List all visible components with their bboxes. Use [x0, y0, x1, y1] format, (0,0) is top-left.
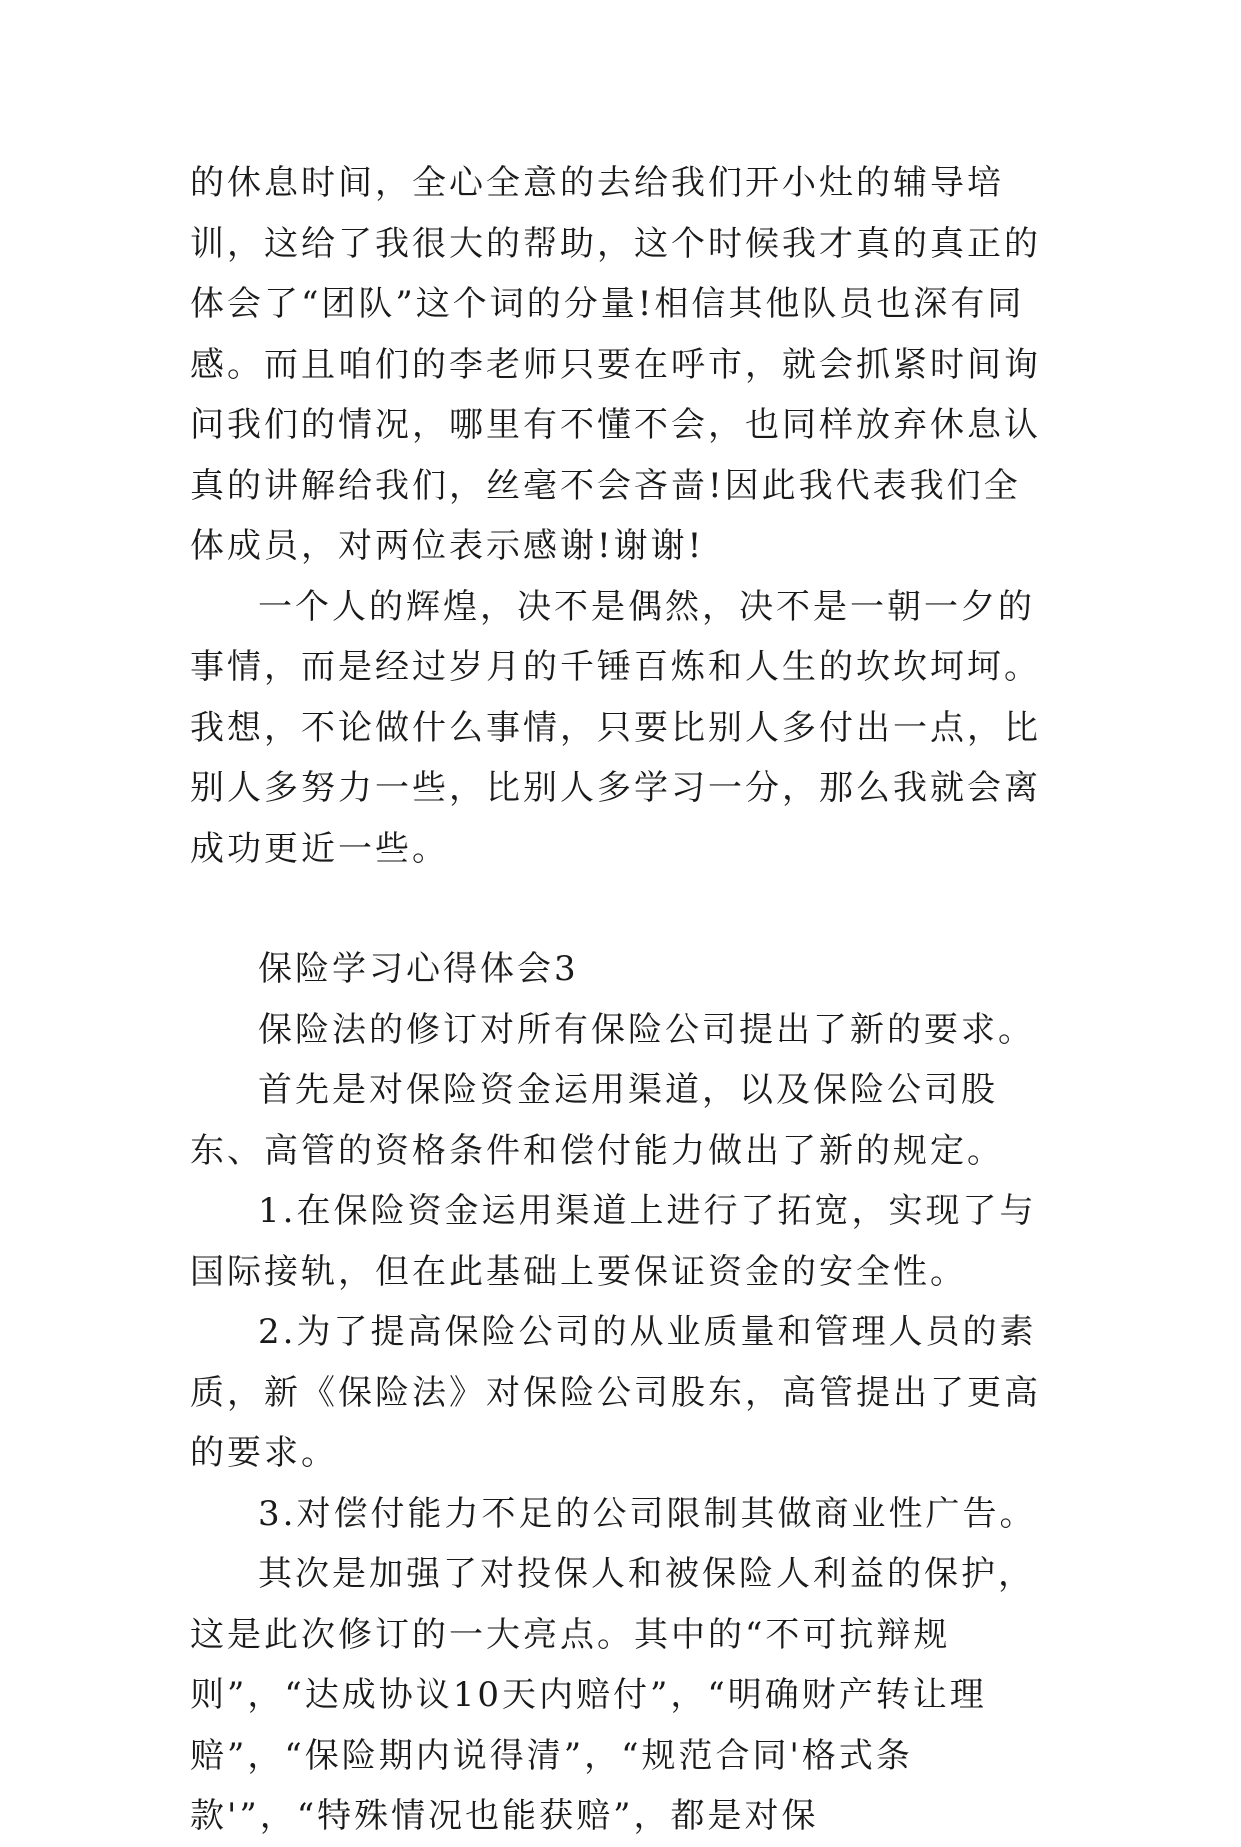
paragraph: 首先是对保险资金运用渠道，以及保险公司股东、高管的资格条件和偿付能力做出了新的规定。	[190, 1070, 1004, 1171]
paragraph: 保险法的修订对所有保险公司提出了新的要求。	[258, 1009, 1035, 1050]
list-item-1: 1.在保险资金运用渠道上进行了拓宽，实现了与国际接轨，但在此基础上要保证资金的安全性。	[190, 1191, 1037, 1292]
list-item-2: 2.为了提高保险公司的从业质量和管理人员的素质，新《保险法》对保险公司股东，高管提出了更高的要求。	[190, 1312, 1041, 1473]
paragraph: 其次是加强了对投保人和被保险人利益的保护，这是此次修订的一大亮点。其中的“不可抗辩规则”，“达成协议10天内赔付”，“明确财产转让理赔”，“保险期内说得清”，“规范合同'格式条款'”，“特殊情况也能获赔”，都是对保	[190, 1554, 1035, 1836]
section-gap	[190, 879, 1051, 939]
paragraph-continuation: 的休息时间，全心全意的去给我们开小灶的辅导培训，这给了我很大的帮助，这个时候我才真的真正的体会了“团队”这个词的分量!相信其他队员也深有同感。而且咱们的李老师只要在呼市，就会抓紧时间询问我们的情况，哪里有不懂不会，也同样放弃休息认真的讲解给我们，丝毫不会吝啬!因此我代表我们全体成员，对两位表示感谢!谢谢!	[190, 163, 1041, 566]
section-title: 保险学习心得体会3	[258, 949, 579, 989]
document-body	[190, 153, 1051, 1847]
list-item-3: 3.对偿付能力不足的公司限制其做商业性广告。	[258, 1493, 1037, 1534]
paragraph: 一个人的辉煌，决不是偶然，决不是一朝一夕的事情，而是经过岁月的千锤百炼和人生的坎坎坷坷。我想，不论做什么事情，只要比别人多付出一点，比别人多努力一些，比别人多学习一分，那么我就会离成功更近一些。	[190, 586, 1041, 869]
